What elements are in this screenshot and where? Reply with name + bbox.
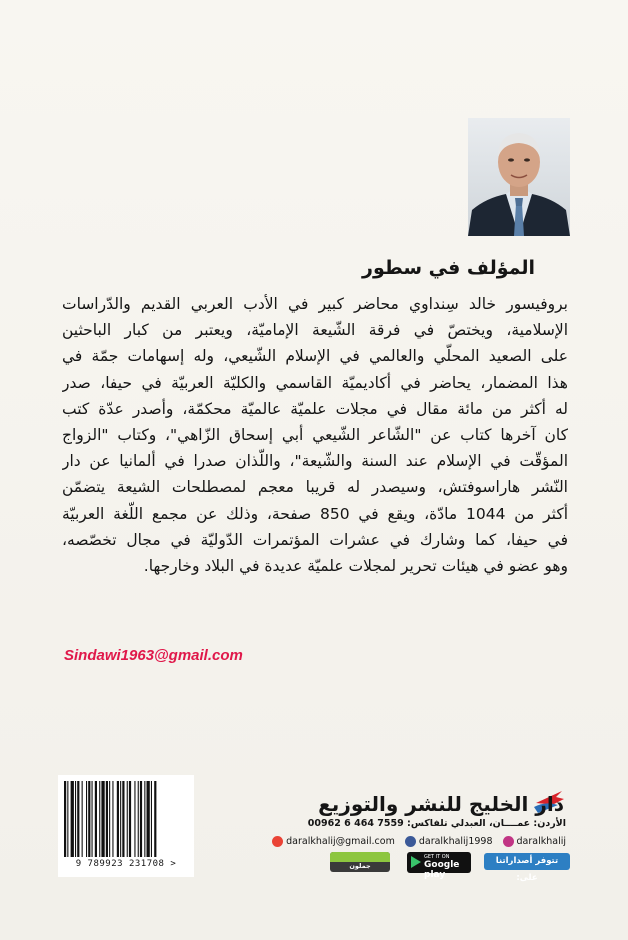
bio-line: أكثر من 1044 مادّة، ويقع في 850 صفحة، وذلك عن مجمع اللّغة العربيّة: [62, 504, 568, 523]
stores-label: تتوفر أصداراتنا على:: [484, 853, 570, 870]
bio-line: في حيفا، كما وشارك في عشرات المؤتمرات الدّوليّة في مجال تخصّصه،: [62, 530, 568, 549]
author-heading: المؤلف في سطور: [362, 257, 535, 279]
google-play-small-text: GET IT ON: [424, 854, 450, 860]
barcode-bar: [112, 781, 113, 857]
barcode-bar: [144, 781, 145, 857]
social-facebook[interactable]: [405, 836, 493, 847]
barcode-bar: [134, 781, 135, 857]
bio-line: الإسلامية، ويختصّ في فرقة الشّيعة الإماميّة، ويعتبر من كبار الباحثين: [62, 321, 568, 340]
barcode-bar: [95, 781, 97, 857]
barcode-bar: [117, 781, 119, 857]
social-instagram[interactable]: [503, 836, 566, 847]
barcode-bar: [106, 781, 108, 857]
barcode-bar: [75, 781, 76, 857]
google-play-icon: [411, 856, 421, 868]
instagram-icon: [503, 836, 514, 847]
barcode-bar: [101, 781, 104, 857]
publisher-email: daralkhalij@gmail.com: [286, 836, 395, 847]
barcode-bar: [82, 781, 83, 857]
barcode-bar: [88, 781, 90, 857]
jamalon-badge[interactable]: [330, 852, 390, 872]
author-photo: [468, 118, 570, 236]
author-email[interactable]: Sindawi1963@gmail.com: [64, 647, 243, 664]
social-email[interactable]: [272, 836, 395, 847]
barcode-bar: [147, 781, 150, 857]
bio-line: المؤقّت في الإسلام عند السنة والشّيعة"، واللّذان صدرا في ألمانيا عن دار: [62, 452, 568, 471]
barcode-bar: [92, 781, 93, 857]
barcode-bar: [140, 781, 142, 857]
barcode-bar: [129, 781, 131, 857]
bio-line: هذا المضمار، يحاضر في أكاديميّة القاسمي والكليّة العربيّة في حيفا، صدر: [62, 373, 568, 392]
google-play-text: Google play: [424, 860, 460, 880]
barcode-bar: [120, 781, 121, 857]
instagram-handle: daralkhalij: [516, 836, 566, 847]
bio-line: النّشر هاراسوفتش، وسيصدر له قريبا معجم لمصطلحات الشيعة يتضمّن: [62, 478, 568, 497]
bio-line: وهو عضو في هيئات تحرير لمجلات علميّة عديدة في البلاد وخارجها.: [143, 556, 568, 575]
barcode-bar: [154, 781, 156, 857]
facebook-handle: daralkhalij1998: [418, 836, 493, 847]
jamalon-text: جملون: [349, 862, 371, 870]
author-bio: [62, 291, 568, 579]
google-play-badge[interactable]: [407, 852, 471, 880]
jamalon-band: [330, 852, 390, 862]
barcode-bar: [151, 781, 152, 857]
publisher-social: [272, 836, 566, 847]
publisher-name: دار الخليج للنشر والتوزيع: [318, 792, 564, 816]
barcode-bar: [138, 781, 139, 857]
isbn-number: 9 789923 231708 >: [75, 859, 177, 869]
barcode-bar: [86, 781, 87, 857]
email-icon: [272, 836, 283, 847]
isbn-barcode: [58, 775, 194, 877]
barcode-bars: [62, 781, 190, 857]
barcode-bar: [109, 781, 110, 857]
barcode-bar: [77, 781, 79, 857]
barcode-bar: [99, 781, 100, 857]
barcode-bar: [71, 781, 74, 857]
bio-line: على الصعيد المحلّي والعالمي في الإسلام الشّيعي، وله إسهامات جمّة في: [62, 347, 568, 366]
bio-line: كان آخرها كتاب عن "الشّاعر الشّيعي أبي إسحاق الزّاهي"، وكتاب "الزواج: [62, 425, 568, 444]
barcode-bar: [127, 781, 128, 857]
barcode-bar: [64, 781, 66, 857]
barcode-bar: [122, 781, 124, 857]
barcode-bar: [67, 781, 68, 857]
publisher-address: الأردن: عمــــان، العبدلي تلفاكس: 7559 464 6 00962: [307, 818, 566, 829]
bio-line: بروفيسور خالد سِنداوي محاضر كبير في الأدب العربي القديم والدّراسات: [62, 295, 568, 313]
facebook-icon: [405, 836, 416, 847]
bio-line: له أكثر من مائة مقال في مجلات علميّة عالميّة محكمّة، وأصدر عدّة كتب: [62, 399, 568, 418]
